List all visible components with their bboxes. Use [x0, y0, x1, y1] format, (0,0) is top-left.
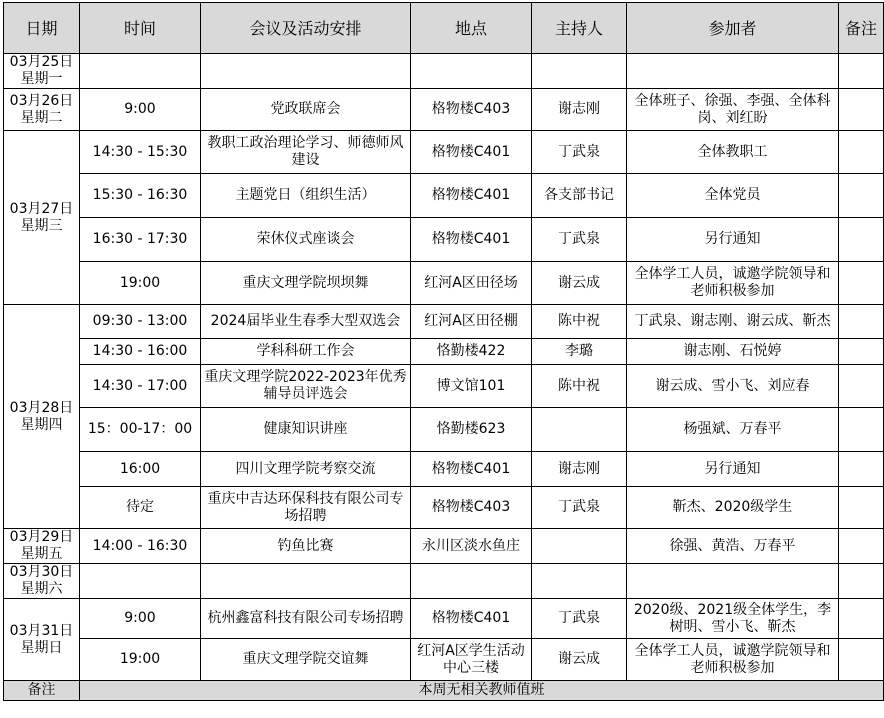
schedule-row: [4, 131, 884, 174]
host-cell: 李璐: [532, 339, 627, 365]
notes-cell: [839, 529, 884, 564]
schedule-row: [4, 408, 884, 452]
location-cell: 格物楼C401: [411, 218, 532, 262]
participants-cell: 2020级、2021级全体学生，李树明、雪小飞、靳杰: [627, 599, 839, 639]
time-cell: 14:30 - 16:00: [80, 339, 201, 365]
schedule-row: [4, 305, 884, 339]
footer-label: 备注: [4, 681, 80, 701]
notes-cell: [839, 339, 884, 365]
schedule-body: [4, 54, 884, 681]
time-cell: 14:30 - 17:00: [80, 365, 201, 408]
participants-cell: 徐强、黄浩、万春平: [627, 529, 839, 564]
participants-cell: [627, 54, 839, 89]
time-cell: [80, 564, 201, 599]
footer-row: [4, 681, 884, 701]
notes-cell: [839, 452, 884, 487]
location-cell: 格物楼C401: [411, 599, 532, 639]
schedule-row: [4, 54, 884, 89]
time-cell: 14:30 - 15:30: [80, 131, 201, 174]
location-cell: 格物楼C401: [411, 452, 532, 487]
participants-cell: 全体教职工: [627, 131, 839, 174]
host-cell: 谢云成: [532, 262, 627, 305]
activity-cell: 2024届毕业生春季大型双选会: [201, 305, 411, 339]
participants-cell: 全体学工人员，诚邀学院领导和老师积极参加: [627, 262, 839, 305]
location-cell: 恪勤楼623: [411, 408, 532, 452]
participants-cell: 另行通知: [627, 218, 839, 262]
date-label: 03月30日: [9, 564, 74, 580]
notes-cell: [839, 487, 884, 529]
time-cell: 16:30 - 17:30: [80, 218, 201, 262]
time-cell: 19:00: [80, 639, 201, 681]
weekday-label: 星期五: [20, 546, 63, 562]
time-cell: 待定: [80, 487, 201, 529]
participants-cell: 杨强斌、万春平: [627, 408, 839, 452]
activity-cell: 重庆文理学院坝坝舞: [201, 262, 411, 305]
location-cell: [411, 54, 532, 89]
header-row: [4, 3, 884, 54]
participants-cell: 靳杰、2020级学生: [627, 487, 839, 529]
time-cell: 19:00: [80, 262, 201, 305]
location-cell: 格物楼C403: [411, 89, 532, 131]
host-cell: 陈中祝: [532, 365, 627, 408]
header-date: 日期: [4, 3, 80, 54]
notes-cell: [839, 262, 884, 305]
header-location: 地点: [411, 3, 532, 54]
date-label: 03月26日: [9, 92, 74, 109]
host-cell: [532, 54, 627, 89]
participants-cell: [627, 564, 839, 599]
activity-cell: 重庆文理学院交谊舞: [201, 639, 411, 681]
date-cell: [4, 131, 80, 305]
host-cell: [532, 529, 627, 564]
location-cell: 红河A区学生活动中心三楼: [411, 639, 532, 681]
time-cell: 15:30 - 16:30: [80, 174, 201, 218]
notes-cell: [839, 174, 884, 218]
time-cell: [80, 54, 201, 89]
participants-cell: 丁武泉、谢志刚、谢云成、靳杰: [627, 305, 839, 339]
weekday-label: 星期日: [20, 639, 63, 656]
activity-cell: [201, 54, 411, 89]
weekday-label: 星期六: [20, 581, 63, 597]
notes-cell: [839, 131, 884, 174]
date-cell: [4, 54, 80, 89]
notes-cell: [839, 54, 884, 89]
host-cell: 丁武泉: [532, 487, 627, 529]
participants-cell: 全体学工人员，诚邀学院领导和老师积极参加: [627, 639, 839, 681]
activity-cell: 钓鱼比赛: [201, 529, 411, 564]
notes-cell: [839, 365, 884, 408]
time-cell: 9:00: [80, 599, 201, 639]
weekday-label: 星期一: [20, 71, 63, 87]
participants-cell: 另行通知: [627, 452, 839, 487]
schedule-row: [4, 174, 884, 218]
location-cell: 博文馆101: [411, 365, 532, 408]
schedule-row: [4, 529, 884, 564]
participants-cell: 全体班子、徐强、李强、全体科岗、刘红盼: [627, 89, 839, 131]
schedule-row: [4, 339, 884, 365]
activity-cell: 荣休仪式座谈会: [201, 218, 411, 262]
participants-cell: 全体党员: [627, 174, 839, 218]
schedule-row: [4, 452, 884, 487]
activity-cell: [201, 564, 411, 599]
weekly-schedule-table: [3, 2, 884, 701]
location-cell: 恪勤楼422: [411, 339, 532, 365]
activity-cell: 主题党日（组织生活）: [201, 174, 411, 218]
activity-cell: 学科科研工作会: [201, 339, 411, 365]
participants-cell: 谢志刚、石悦婷: [627, 339, 839, 365]
date-label: 03月27日: [9, 200, 74, 217]
date-cell: [4, 89, 80, 131]
schedule-row: [4, 89, 884, 131]
host-cell: 各支部书记: [532, 174, 627, 218]
activity-cell: 杭州鑫富科技有限公司专场招聘: [201, 599, 411, 639]
date-label: 03月31日: [9, 622, 74, 639]
schedule-row: [4, 564, 884, 599]
header-participants: 参加者: [627, 3, 839, 54]
header-time: 时间: [80, 3, 201, 54]
schedule-row: [4, 599, 884, 639]
notes-cell: [839, 408, 884, 452]
activity-cell: 四川文理学院考察交流: [201, 452, 411, 487]
schedule-row: [4, 262, 884, 305]
activity-cell: 党政联席会: [201, 89, 411, 131]
time-cell: 9:00: [80, 89, 201, 131]
header-host: 主持人: [532, 3, 627, 54]
date-label: 03月29日: [9, 529, 74, 545]
host-cell: 丁武泉: [532, 131, 627, 174]
header-activity: 会议及活动安排: [201, 3, 411, 54]
activity-cell: 重庆文理学院2022-2023年优秀辅导员评选会: [201, 365, 411, 408]
header-notes: 备注: [839, 3, 884, 54]
time-cell: 16:00: [80, 452, 201, 487]
location-cell: 永川区淡水鱼庄: [411, 529, 532, 564]
schedule-row: [4, 639, 884, 681]
activity-cell: 重庆中吉达环保科技有限公司专场招聘: [201, 487, 411, 529]
activity-cell: 教职工政治理论学习、师德师风建设: [201, 131, 411, 174]
location-cell: 格物楼C401: [411, 131, 532, 174]
time-cell: 15：00-17：00: [80, 408, 201, 452]
date-cell: [4, 529, 80, 564]
location-cell: 红河A区田径棚: [411, 305, 532, 339]
schedule-row: [4, 218, 884, 262]
weekday-label: 星期四: [20, 416, 63, 433]
weekday-label: 星期三: [20, 217, 63, 234]
location-cell: 格物楼C403: [411, 487, 532, 529]
location-cell: 格物楼C401: [411, 174, 532, 218]
notes-cell: [839, 218, 884, 262]
location-cell: 红河A区田径场: [411, 262, 532, 305]
weekday-label: 星期二: [20, 109, 63, 126]
host-cell: 谢志刚: [532, 89, 627, 131]
host-cell: 谢志刚: [532, 452, 627, 487]
schedule-row: [4, 365, 884, 408]
activity-cell: 健康知识讲座: [201, 408, 411, 452]
notes-cell: [839, 89, 884, 131]
date-cell: [4, 305, 80, 529]
date-cell: [4, 564, 80, 599]
date-cell: [4, 599, 80, 681]
host-cell: 谢云成: [532, 639, 627, 681]
host-cell: 陈中祝: [532, 305, 627, 339]
host-cell: 丁武泉: [532, 218, 627, 262]
host-cell: [532, 408, 627, 452]
notes-cell: [839, 599, 884, 639]
footer-note: 本周无相关教师值班: [80, 681, 884, 701]
schedule-row: [4, 487, 884, 529]
date-label: 03月28日: [9, 399, 74, 416]
notes-cell: [839, 564, 884, 599]
time-cell: 14:00 - 16:30: [80, 529, 201, 564]
location-cell: [411, 564, 532, 599]
date-label: 03月25日: [9, 54, 74, 70]
notes-cell: [839, 305, 884, 339]
time-cell: 09:30 - 13:00: [80, 305, 201, 339]
host-cell: [532, 564, 627, 599]
host-cell: 丁武泉: [532, 599, 627, 639]
notes-cell: [839, 639, 884, 681]
participants-cell: 谢云成、雪小飞、刘应春: [627, 365, 839, 408]
